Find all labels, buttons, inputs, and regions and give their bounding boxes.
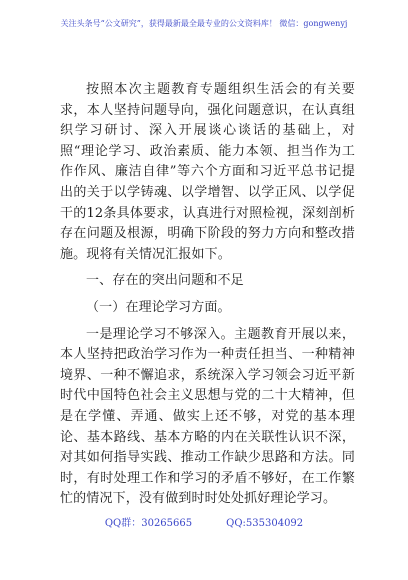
- section-heading: 一、存在的突出问题和不足: [86, 273, 244, 289]
- subsection-heading: （一）在理论学习方面。: [86, 299, 231, 315]
- intro-paragraph: 按照本次主题教育专题组织生活会的有关要求，本人坚持问题导向，强化问题意识，在认真组织学习研讨、深入开展谈心谈话的基础上，对照“理论学习、政治素质、能力本领、担当作为工作作风、廉洁自律”等六个方面和习近平总书记提出的关于以学铸魂、以学增智、以学正风、以学促干的12条具体要求，认真进行对照检视，深刻剖析存在问题及根源，明确下阶段的努力方向和整改措施。现将有关情况汇报如下。: [60, 82, 355, 262]
- document-body: [60, 80, 355, 510]
- qq-group-text: QQ群：30265665: [104, 518, 193, 529]
- header-banner: 关注头条号“公文研究”，获得最新最全最专业的公文资料库！ 微信：gongwenyj: [60, 19, 348, 28]
- qq-number-text: QQ:535304092: [226, 518, 304, 529]
- footer-contact: [0, 518, 408, 530]
- body-paragraph: 一是理论学习不够深入。主题教育开展以来，本人坚持把政治学习作为一种责任担当、一种精神境界、一种不懈追求，系统深入学习领会习近平新时代中国特色社会主义思想与党的二十大精神，但是在学懂、弄通、做实上还不够，对党的基本理论、基本路线、基本方略的内在关联性认识不深，对其如何指导实践、推动工作缺少思路和方法。同时，有时处理工作和学习的矛盾不够好，在工作繁忙的情况下，没有做到时时处处抓好理论学习。: [60, 326, 355, 507]
